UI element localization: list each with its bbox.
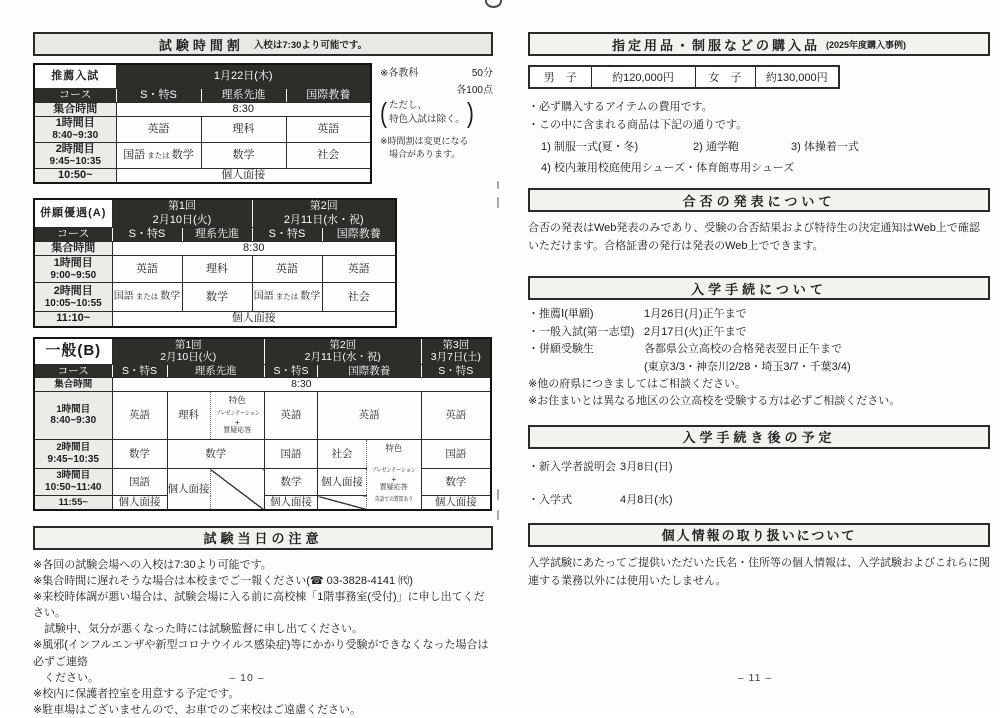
procedure-row: ・一般入試(第一志望) 2月17日(火)正午まで (528, 325, 747, 338)
subject-cell: 英語 (116, 116, 201, 142)
section-purchase-header (528, 32, 990, 56)
course-header-cell: コース (34, 88, 116, 102)
interview-cell: 個人面接 (318, 469, 367, 496)
section-exam-day-notice-header (33, 526, 493, 550)
results-body: 合否の発表はWeb発表のみであり、受験の合否結果および特待生の決定通知はWeb上で確認いただけます。合格証書の発行は発表のWeb上でできます。 (528, 222, 980, 253)
interview-cell: 個人面接 (112, 312, 396, 327)
subject-cell: 理科 (201, 116, 286, 142)
course-name-cell: 理系先進 (167, 364, 265, 378)
purchase-item: 4) 校内兼用校庭使用シューズ・体育館専用シューズ (541, 162, 795, 175)
side-note-subjects: ※各教科 (380, 68, 419, 79)
table-heigan-yugu-a (33, 198, 397, 327)
section-title-results: 合否の発表について (682, 193, 836, 209)
page-number-left: – 10 – (229, 672, 265, 684)
girls-label-cell: 女 子 (695, 66, 755, 88)
row-label-cell: 3時間目 10:50~11:40 (34, 469, 112, 496)
boys-label-cell: 男 子 (529, 66, 591, 88)
purchase-items-row (528, 138, 990, 154)
note-line: ※他の府県につきましてはご相談ください。 (528, 377, 746, 390)
subject-cell: 理科 (182, 256, 252, 283)
side-note-condition: ( ただし、 特色入試は除く。 ) (380, 98, 474, 129)
page-11 (528, 32, 990, 590)
exam-type-title: 推薦入試 (34, 64, 116, 88)
note-line: ※来校時体調が悪い場合は、試験会場に入る前に高校棟「1階事務室(受付)」に申し出てください。 (33, 590, 485, 620)
privacy-body: 入学試験にあたってご提供いただいた氏名・住所等の個人情報は、入学試験およびこれらに関連する業務以外には使用いたしません。 (528, 556, 990, 587)
note-line: ※校内に保護者控室を用意する予定です。 (33, 687, 240, 700)
section-title-procedure: 入学手続について (691, 281, 827, 297)
bullet-line: ・必ず購入するアイテムの費用です。 (528, 101, 713, 113)
side-note-change: ※時間割は変更になる 場合があります。 (380, 135, 469, 159)
course-name-cell: S・特S (265, 364, 318, 378)
boys-price-cell: 約120,000円 (591, 66, 695, 88)
subject-cell: 国語 または 数学 (112, 283, 182, 312)
exam-round-cell: 第2回 2月11日(水・祝) (252, 199, 396, 227)
exam-round-cell: 第1回 2月10日(火) (112, 338, 265, 365)
course-name-cell: 国際教養 (286, 88, 371, 102)
note-line: 試験中、気分が悪くなった時には試験監督に申し出てください。 (33, 623, 363, 636)
schedule-row: ・入学式 4月8日(水) (528, 493, 673, 506)
row-label-cell: 11:10~ (34, 312, 112, 327)
note-line: ※各回の試験会場への入校は7:30より可能です。 (33, 558, 272, 571)
row-label-cell: 1時間目 8:40~9:30 (34, 392, 112, 440)
row-label-cell: 2時間目 9:45~10:35 (34, 440, 112, 469)
procedure-rows (528, 306, 990, 376)
exam-type-title: 併願優遇(A) (34, 199, 112, 227)
section-results-header (528, 188, 990, 212)
section-subtitle-entry-time: 入校は7:30より可能です。 (253, 40, 368, 51)
subject-cell: 英語 (286, 116, 371, 142)
meeting-time-cell: 8:30 (112, 242, 396, 256)
row-label-cell: 2時間目 10:05~10:55 (34, 283, 112, 312)
course-name-cell: S・特S (421, 364, 491, 378)
interview-cell: 個人面接 (265, 496, 318, 510)
meeting-time-cell: 8:30 (112, 378, 491, 392)
subject-cell: 数学 (421, 469, 491, 496)
section-exam-timetable-header (33, 32, 493, 56)
course-name-cell: S・特S (252, 227, 322, 241)
section-note-purchase-year: (2025年度購入事例) (825, 39, 907, 50)
subject-cell: 数学 (182, 283, 252, 312)
exam-date-cell: 1月22日(木) (116, 64, 371, 88)
course-name-cell: S・特S (112, 227, 182, 241)
purchase-item: 2) 通学鞄 (693, 141, 739, 154)
subject-cell: 社会 (286, 143, 371, 169)
note-line: ください。 (33, 671, 99, 684)
row-label-cell: 2時間目 9:45~10:35 (34, 143, 116, 169)
section-procedure-header (528, 276, 990, 300)
empty-diagonal-cell (210, 469, 265, 510)
timetable-side-note (380, 64, 493, 162)
subject-cell: 社会 (318, 440, 367, 469)
uniform-price-table (528, 65, 840, 89)
subject-cell: 英語 (265, 392, 318, 440)
page-10 (33, 32, 493, 718)
purchase-item: 3) 体操着一式 (791, 141, 859, 154)
subject-cell: 数学 (265, 469, 318, 496)
exam-round-cell: 第3回 3月7日(土) (421, 338, 491, 365)
note-line: ※駐車場はございませんので、お車でのご来校はご遠慮ください。 (33, 704, 361, 717)
procedure-notes (528, 376, 990, 411)
girls-price-cell: 約130,000円 (755, 66, 839, 88)
section-title-exam-day-notice: 試験当日の注意 (203, 531, 323, 547)
table-ippan-b (33, 337, 492, 511)
page-number-right: – 11 – (737, 672, 773, 684)
schedule-row: ・新入学者説明会 3月8日(日) (528, 460, 673, 473)
course-name-cell: 国際教養 (322, 227, 396, 241)
exam-type-title: 一般(B) (34, 338, 112, 365)
interview-cell: 個人面接 (167, 469, 210, 510)
table-suisen-nyushi (33, 63, 372, 184)
subject-cell: 英語 (421, 392, 491, 440)
subject-cell: 国語 (112, 469, 167, 496)
interview-cell: 個人面接 (421, 496, 491, 510)
course-name-cell: 理系先進 (201, 88, 286, 102)
center-fold-mark (497, 489, 499, 500)
subject-cell: 英語 (112, 392, 167, 440)
section-title-privacy: 個人情報の取り扱いについて (661, 528, 857, 544)
subject-cell: 理科 (167, 392, 210, 440)
note-line: ※集合時間に遅れそうな場合は本校までご一報ください(☎ 03-3828-4141 ㈹) (33, 574, 413, 587)
subject-cell: 国語 (421, 440, 491, 469)
exam-day-notes (33, 557, 493, 718)
suisen-table-block (33, 63, 493, 184)
section-title-purchase: 指定用品・制服などの購入品 (611, 37, 820, 53)
section-privacy-header (528, 523, 990, 547)
subject-cell: 数学 (201, 143, 286, 169)
section-schedule-header (528, 425, 990, 449)
center-fold-mark (497, 510, 499, 520)
course-name-cell: S・特S (112, 364, 167, 378)
row-label-cell: 1時間目 8:40~9:30 (34, 116, 116, 142)
side-note-points: 各100点 (456, 85, 493, 96)
row-label-cell: 集合時間 (34, 242, 112, 256)
side-note-minutes: 50分 (471, 68, 493, 79)
note-line: ※風邪(インフルエンザや新型コロナウイルス感染症)等にかかり受験ができなくなった場合は必ずご連絡 (33, 639, 489, 668)
exam-round-cell: 第1回 2月10日(火) (112, 199, 252, 227)
row-label-cell: 11:55~ (34, 496, 112, 510)
purchase-bullets (528, 99, 990, 134)
tokushoku-presentation-cell: 特色 プレゼンテーション + 質疑応答 (210, 392, 265, 440)
note-line: ※お住まいとは異なる地区の公立高校を受験する方は必ずご相談ください。 (528, 395, 901, 408)
meeting-time-cell: 8:30 (116, 102, 371, 116)
binder-hole-mark (485, 0, 502, 8)
procedure-row: ・推薦Ⅰ(単願) 1月26日(月)正午まで (528, 308, 747, 321)
subject-cell: 英語 (252, 256, 322, 283)
interview-cell: 個人面接 (112, 496, 167, 510)
section-title-schedule: 入学手続き後の予定 (682, 430, 836, 446)
subject-cell: 英語 (112, 256, 182, 283)
center-fold-mark (497, 181, 499, 189)
interview-cell: 個人面接 (116, 169, 371, 184)
tokushoku-presentation-cell: 特色 プレゼンテーション + 質疑応答 英語での質問あり (367, 440, 422, 510)
course-header-cell: コース (34, 364, 112, 378)
subject-cell: 社会 (322, 283, 396, 312)
paren-close: ) (466, 98, 474, 129)
subject-cell: 数学 (112, 440, 167, 469)
row-label-cell: 集合時間 (34, 102, 116, 116)
purchase-item: 1) 制服一式(夏・冬) (541, 141, 639, 154)
subject-cell: 国語 (265, 440, 318, 469)
bullet-line: ・この中に含まれる商品は下記の通りです。 (528, 118, 748, 131)
subject-cell: 英語 (318, 392, 422, 440)
procedure-row: (東京3/3・神奈川2/28・埼玉3/7・千葉3/4) (644, 360, 851, 373)
course-name-cell: 国際教養 (318, 364, 422, 378)
course-name-cell: S・特S (116, 88, 201, 102)
center-fold-mark (497, 197, 499, 208)
row-label-cell: 10:50~ (34, 169, 116, 184)
row-label-cell: 1時間目 9:00~9:50 (34, 256, 112, 283)
exam-round-cell: 第2回 2月11日(水・祝) (265, 338, 422, 365)
paren-open: ( (380, 98, 387, 129)
procedure-row: ・併願受験生 各都県公立高校の合格発表翌日正午まで (528, 343, 842, 356)
subject-cell: 国語 または 数学 (252, 283, 322, 312)
course-name-cell: 理系先進 (182, 227, 252, 241)
subject-cell: 国語 または 数学 (116, 143, 201, 169)
course-header-cell: コース (34, 227, 112, 241)
subject-cell: 英語 (322, 256, 396, 283)
subject-cell: 数学 (167, 440, 265, 469)
row-label-cell: 集合時間 (34, 378, 112, 392)
empty-diagonal-cell (318, 496, 367, 510)
section-title-exam-timetable: 試験時間割 (158, 37, 244, 53)
